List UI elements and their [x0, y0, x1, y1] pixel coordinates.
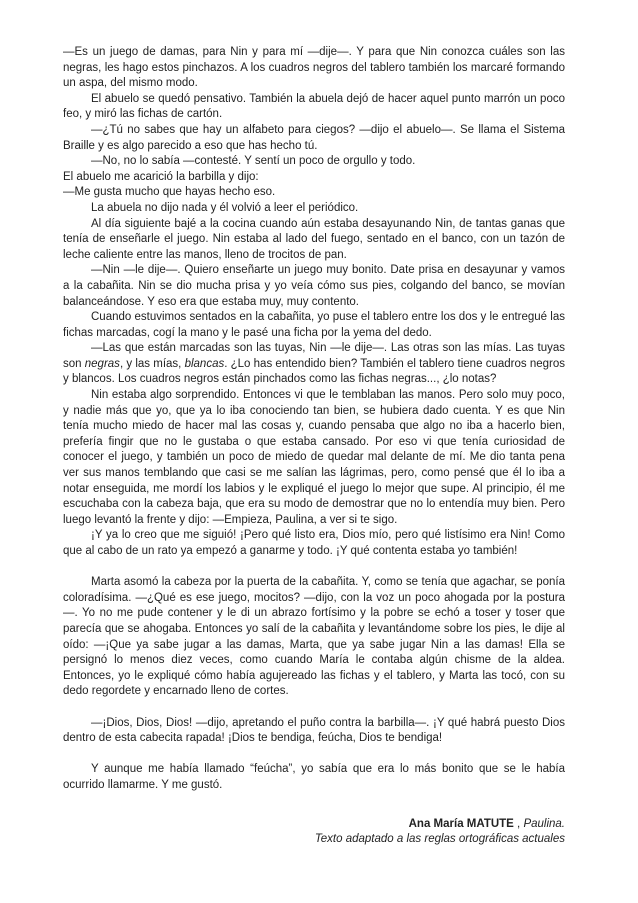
story-text: [63, 45, 565, 794]
work-title: Paulina.: [523, 818, 565, 830]
paragraph-text: Marta asomó la cabeza por la puerta de la cabañita. Y, como se tenía que agachar, se ponía coloradísima. —¿Qué es ese juego, mocitos? —dijo, con la voz un poco ahogada por la postura—. Yo no me pude contener y le di un abrazo fortísimo y la pobre se echó a toser y toser que parecía que se ahogaba. Entonces yo salí de la cabañita y levantándome sobre los pies, le dije al oído: —¡Que ya sabe jugar a las damas, Marta, que ya sabe jugar Nin a las damas! Ella se persignó lo menos diez veces, como cuando María le contaba algún chisme de la aldea. Entonces, yo le expliqué cómo había agujereado las fichas y el tablero, y Marta las tocó, con su dedo regordete y encarnado lleno de cortes.: [63, 576, 565, 698]
paragraph: [63, 762, 565, 793]
paragraph-text: Y aunque me había llamado “feúcha”, yo sabía que era lo más bonito que se le había ocurrido llamarme. Y me gustó.: [63, 763, 565, 791]
author-separator: ,: [513, 818, 524, 830]
paragraph-text: —¿Tú no sabes que hay un alfabeto para ciegos? —dijo el abuelo—. Se llama el Sistema Braille y es algo parecido a eso que has hecho tú.: [63, 123, 565, 152]
paragraph-text: El abuelo se quedó pensativo. También la abuela dejó de hacer aquel punto marrón un poco feo, y miró las fichas de cartón.: [63, 92, 565, 121]
emphasis-text: blancas: [184, 357, 225, 370]
paragraph: [63, 185, 565, 201]
paragraph-text: —No, no lo sabía —contesté. Y sentí un poco de orgullo y todo.: [91, 155, 416, 168]
paragraph-text: . ¿Lo has entendido bien? También el tablero tiene cuadros negros y blancos. Los cuadros negros están pinchados como las fichas negras..., ¿lo notas?: [63, 357, 565, 386]
paragraph: [63, 341, 565, 388]
paragraph-text: Cuando estuvimos sentados en la cabañita, yo puse el tablero entre los dos y le entregué las fichas marcadas, cogí la mano y le pasé una ficha por la yema del dedo.: [63, 311, 565, 339]
attribution: [315, 817, 565, 847]
paragraph: [63, 575, 565, 700]
paragraph: [63, 92, 565, 123]
paragraph: [63, 263, 565, 310]
paragraph: [63, 154, 565, 170]
paragraph: [63, 310, 565, 341]
paragraph-text: Nin estaba algo sorprendido. Entonces vi que le temblaban las manos. Pero solo muy poco, y nadie más que yo, que ya lo iba conociendo tan bien, se hubiera dado cuenta. Y es que Nin tenía mucho miedo de hacer mal las cosas y, cuando pensaba que algo no iba a hacerlo bien, prefería fingir que no le gustaba o que estaba cansado. Por eso vi que tenía curiosidad de conocer el juego, y también un poco de miedo de quedar mal delante de mí. Me dio tanta pena ver sus manos temblando que casi se me salían las lágrimas, pero, como pensé que él lo iba a notar enseguida, me mordí los labios y le expliqué el juego lo mejor que supe. Al principio, él me escuchaba con la cabeza baja, que era su modo de demostrar que no lo entendía muy bien. Pero luego levantó la frente y dijo: —Empieza, Paulina, a ver si te sigo.: [63, 389, 565, 526]
paragraph: [63, 170, 565, 186]
adaptation-note: Texto adaptado a las reglas ortográficas actuales: [314, 833, 565, 845]
paragraph-text: , y las mías,: [119, 357, 185, 370]
emphasis-text: negras: [84, 357, 120, 370]
paragraph: [63, 217, 565, 264]
paragraph-text: —¡Dios, Dios, Dios! —dijo, apretando el puño contra la barbilla—. ¡Y qué habrá puesto Dios dentro de esta cabecita rapada! ¡Dios te bendiga, feúcha, Dios te bendiga!: [63, 716, 565, 745]
paragraph-text: —Las que están marcadas son las tuyas, Nin —le dije—. Las otras son las mías. Las tuyas son: [63, 342, 565, 370]
paragraph: [63, 45, 565, 92]
paragraph: [63, 123, 565, 154]
paragraph-text: —Nin —le dije—. Quiero enseñarte un juego muy bonito. Date prisa en desayunar y vamos a la cabañita. Nin se dio mucha prisa y yo veía cómo sus pies, colgando del banco, se movían balanceándose. Y eso era que estaba muy, muy contento.: [63, 264, 565, 308]
paragraph-text: ¡Y ya lo creo que me siguió! ¡Pero qué listo era, Dios mío, pero qué listísimo era Nin! Como que al cabo de un rato ya empezó a ganarme y todo. ¡Y qué contenta estaba yo también!: [63, 529, 565, 557]
paragraph-text: —Me gusta mucho que hayas hecho eso.: [63, 186, 276, 199]
paragraph-text: La abuela no dijo nada y él volvió a leer el periódico.: [91, 201, 359, 214]
paragraph: [63, 388, 565, 528]
paragraph-text: —Es un juego de damas, para Nin y para mí —dije—. Y para que Nin conozca cuáles son las negras, les hago estos pinchazos. A los cuadros negros del tablero también los marcaré formando un aspa, del mismo modo.: [63, 46, 565, 90]
author-name: Ana María MATUTE: [408, 818, 514, 830]
paragraph: [63, 716, 565, 747]
paragraph: [63, 528, 565, 559]
paragraph-text: Al día siguiente bajé a la cocina cuando aún estaba desayunando Nin, de tantas ganas que tenía de enseñarle el juego. Nin estaba al lado del fuego, sentado en el banco, con un tazón de leche caliente entre las manos, lleno de trocitos de pan.: [63, 217, 565, 261]
paragraph: [63, 201, 565, 217]
paragraph-text: El abuelo me acarició la barbilla y dijo:: [63, 170, 259, 183]
